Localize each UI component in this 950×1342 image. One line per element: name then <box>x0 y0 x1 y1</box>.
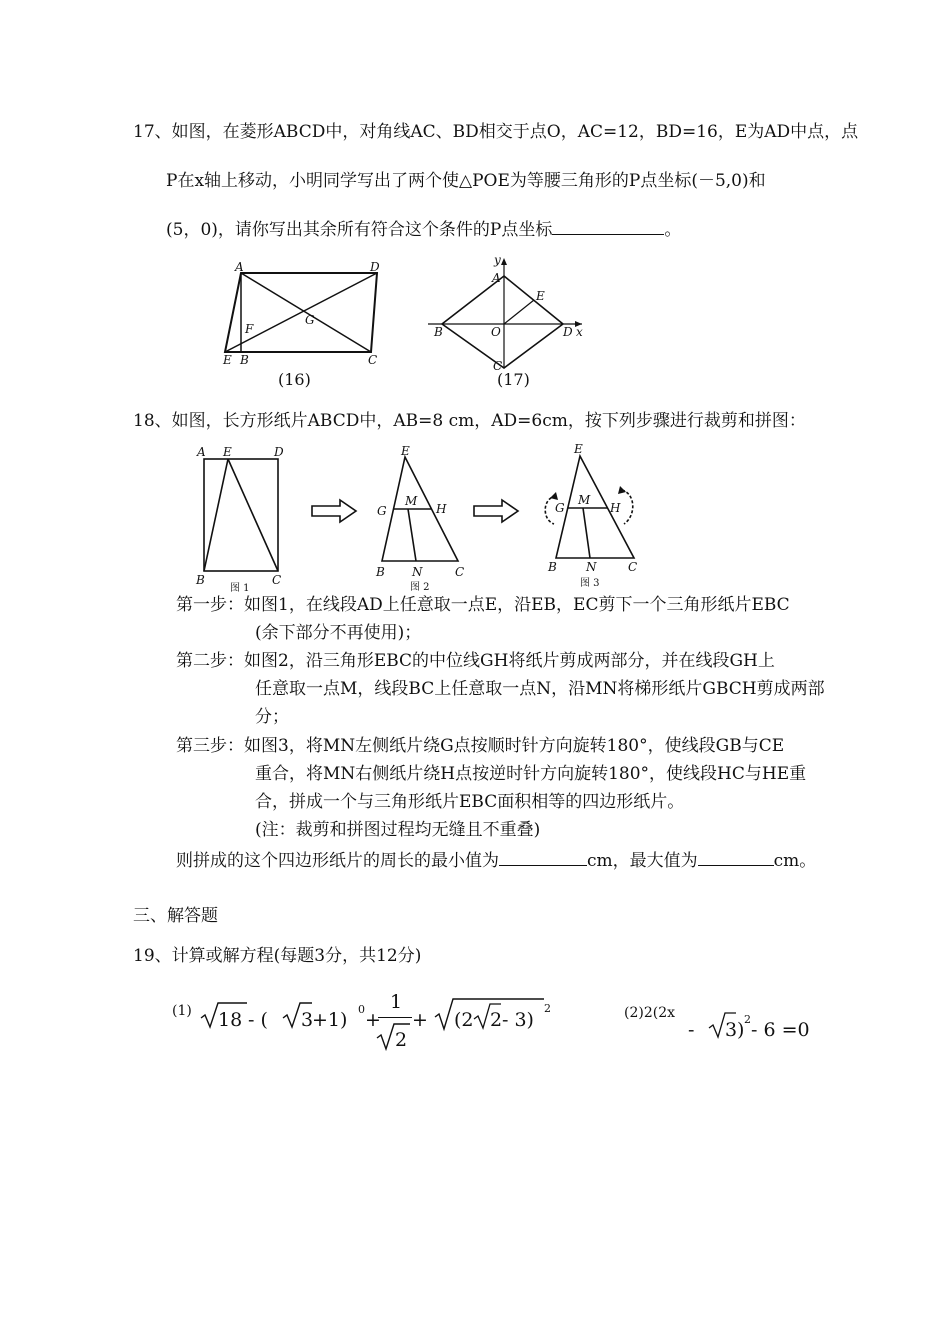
section-heading: 三、解答题 <box>133 906 218 926</box>
fig18-2-label-m: M <box>405 494 418 508</box>
q18-step3-line3: 合，拼成一个与三角形纸片EBC面积相等的四边形纸片。 <box>255 792 685 812</box>
fig17-label-b: B <box>434 325 443 339</box>
q19-title: 19、计算或解方程(每题3分，共12分) <box>133 946 422 966</box>
answer-blank-17 <box>552 220 664 235</box>
answer-blank-18-max <box>698 851 774 866</box>
q18-step3-line2: 重合，将MN右侧纸片绕H点按逆时针方向旋转180°，使线段HC与HE重 <box>255 764 807 784</box>
fraction-denominator: 2 <box>395 1029 408 1051</box>
fig16-label-g: G <box>305 313 315 327</box>
fig18-1-label-e: E <box>223 445 232 459</box>
q18-step2-line2: 任意取一点M，线段BC上任意取一点N，沿MN将梯形纸片GBCH剪成两部 <box>255 679 825 699</box>
fig16-caption: (16) <box>278 370 311 389</box>
figure-16 <box>215 258 395 368</box>
right-arrow-icon <box>310 498 358 524</box>
fig18-2-label-n: N <box>412 565 423 579</box>
fig18-3-label-b: B <box>548 560 557 574</box>
fig16-label-b: B <box>240 353 249 367</box>
fig18-1-label-c: C <box>272 573 282 587</box>
fig18-3-label-g: G <box>555 501 565 515</box>
fig17-label-d: D <box>563 325 573 339</box>
q18-final: 则拼成的这个四边形纸片的周长的最小值为 cm，最大值为 cm。 <box>176 851 817 871</box>
fig18-3-caption: 图 3 <box>580 578 600 589</box>
fig18-2-label-g: G <box>377 504 387 518</box>
fig17-label-o: O <box>491 325 501 339</box>
fig17-label-e: E <box>536 289 545 303</box>
fig18-3-label-n: N <box>586 560 597 574</box>
fig18-1-label-a: A <box>197 445 206 459</box>
fig16-label-c: C <box>368 353 378 367</box>
q18-intro: 18、如图，长方形纸片ABCD中，AB=8 cm，AD=6cm，按下列步骤进行裁剪和拼图： <box>133 411 806 431</box>
fig18-3-label-c: C <box>628 560 638 574</box>
right-arrow-icon <box>472 498 520 524</box>
fig17-label-a: A <box>492 271 501 285</box>
fig18-3-label-e: E <box>574 442 583 456</box>
fig18-2-label-e: E <box>401 444 410 458</box>
q18-note: (注：裁剪和拼图过程均无缝且不重叠) <box>255 820 541 840</box>
fig16-label-f: F <box>245 322 254 336</box>
q18-step2-line3: 分； <box>255 707 289 727</box>
fig16-label-e: E <box>223 353 232 367</box>
fig18-2-label-c: C <box>455 565 465 579</box>
q19-p2-label: (2)2(2x <box>624 1005 676 1021</box>
fig17-label-x: x <box>576 325 583 339</box>
fig18-2-label-h: H <box>436 502 447 516</box>
fig18-3-label-h: H <box>610 501 621 515</box>
q18-step1-line2: (余下部分不再使用)； <box>255 623 422 643</box>
fig17-caption: (17) <box>497 370 530 389</box>
fig16-label-a: A <box>235 260 244 274</box>
q18-step1-line1: 第一步：如图1，在线段AD上任意取一点E，沿EB，EC剪下一个三角形纸片EBC <box>176 595 790 615</box>
fig18-2-caption: 图 2 <box>410 582 430 593</box>
q17-line3: (5，0)，请你写出其余所有符合这个条件的P点坐标 。 <box>166 220 682 240</box>
q17-line2: P在x轴上移动，小明同学写出了两个使△POE为等腰三角形的P点坐标(－5,0)和 <box>166 171 766 191</box>
q18-step2-line1: 第二步：如图2，沿三角形EBC的中位线GH将纸片剪成两部分，并在线段GH上 <box>176 651 775 671</box>
q18-step3-line1: 第三步：如图3，将MN左侧纸片绕G点按顺时针方向旋转180°，使线段GB与CE <box>176 736 785 756</box>
fig18-1-label-b: B <box>196 573 205 587</box>
figure-17 <box>420 254 590 372</box>
q19-p1-label: (1) <box>172 1003 192 1019</box>
fig18-3-label-m: M <box>578 493 591 507</box>
figure-18-2 <box>368 443 478 593</box>
fig16-label-d: D <box>370 260 380 274</box>
fig18-1-label-d: D <box>274 445 284 459</box>
fig18-1-caption: 图 1 <box>230 583 250 593</box>
fig17-label-y: y <box>494 254 501 267</box>
fraction-numerator: 1 <box>390 991 403 1013</box>
fraction-bar <box>378 1017 412 1018</box>
fig17-label-c: C <box>493 359 503 372</box>
fig18-2-label-b: B <box>376 565 385 579</box>
figure-18-1 <box>190 443 300 593</box>
q17-line1: 17、如图，在菱形ABCD中，对角线AC、BD相交于点O，AC=12，BD=16，E为AD中点，点 <box>133 122 859 142</box>
q19-p1-radicand-18: 18 <box>218 1009 243 1031</box>
answer-blank-18-min <box>499 851 587 866</box>
figure-18-3 <box>528 440 648 590</box>
